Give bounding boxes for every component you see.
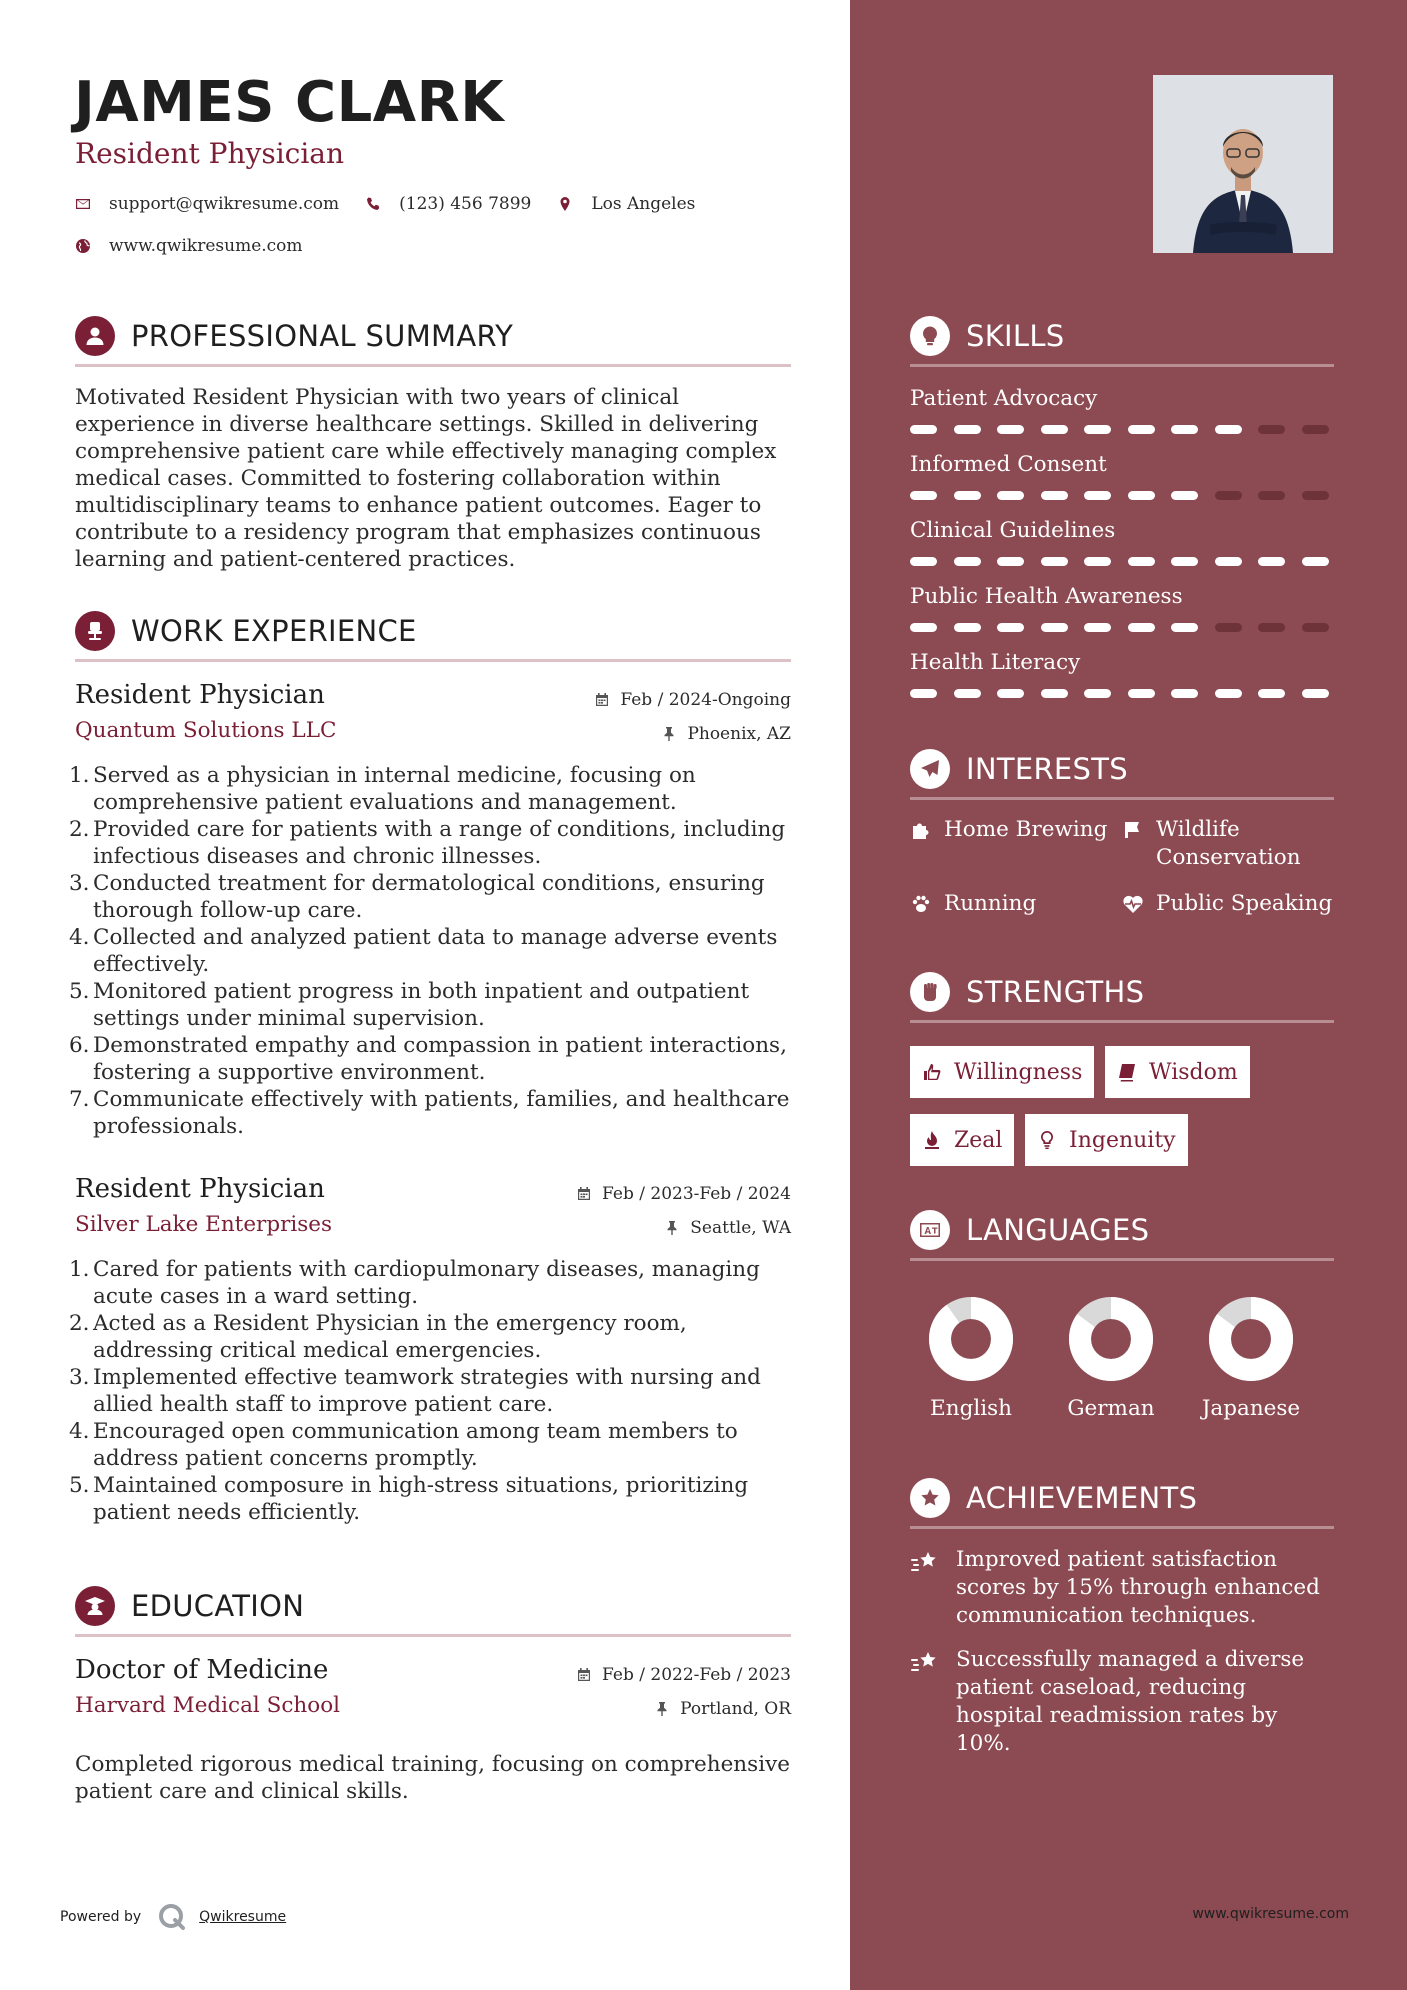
skill-level-bar [910,689,1345,698]
skills-title: SKILLS [966,319,1065,353]
list-item: 3. Conducted treatment for dermatological conditions, ensuring thorough follow-up care. [69,871,765,923]
shooting-star-icon [910,1649,940,1675]
language-level-donut [1208,1296,1294,1382]
job-company: Quantum Solutions LLC [75,718,337,743]
job-company: Silver Lake Enterprises [75,1212,333,1237]
skill-name: Public Health Awareness [910,584,1183,609]
skill-level-segment [910,491,937,500]
strength-label: Willingness [954,1059,1083,1085]
job-entry [69,680,791,1140]
skill-level-segment [1128,623,1155,632]
candidate-name: JAMES CLARK [74,70,505,135]
language-item [1056,1296,1166,1421]
strengths-heading [910,972,1144,1012]
flag-icon [1122,819,1144,841]
job-responsibilities [69,762,791,1140]
experience-title: WORK EXPERIENCE [131,614,417,648]
summary-text: Motivated Resident Physician with two years of clinical experience in diverse healthcare settings. Skilled in delivering comprehensive patient care while effectively managing complex medical cases. Committed to fostering collaboration within multidisciplinary teams to enhance patient outcomes. Eager to contribute to a residency program that emphasizes continuous learning and patient-centered practices. [75,385,777,572]
skill-level-segment [1302,689,1329,698]
interest-item [1122,816,1342,872]
skill-name: Health Literacy [910,650,1081,675]
job-dates-text: Feb / 2023-Feb / 2024 [602,1184,791,1204]
language-level-donut [1068,1296,1154,1382]
skill-level-segment [1215,623,1242,632]
skill-name: Clinical Guidelines [910,518,1116,543]
school: Harvard Medical School [75,1693,341,1718]
interest-item [1122,890,1332,918]
interest-item [910,816,1107,844]
list-item: 3. Implemented effective teamwork strategies with nursing and allied health staff to improve patient care. [69,1365,761,1417]
language-name: English [930,1396,1012,1421]
shooting-star-icon [910,1549,940,1575]
skill-level-segment [1084,689,1111,698]
list-item: 1. Cared for patients with cardiopulmonary diseases, managing acute cases in a ward setting. [69,1257,760,1309]
calendar-icon [594,692,610,708]
summary-title: PROFESSIONAL SUMMARY [131,319,514,353]
skill-level-segment [1041,689,1068,698]
skill-level-segment [997,491,1024,500]
section-divider [75,1634,791,1637]
strengths-title: STRENGTHS [966,975,1145,1009]
language-name: German [1067,1396,1155,1421]
job-responsibilities [69,1256,791,1526]
skill-level-segment [1084,623,1111,632]
graduate-icon [75,1586,115,1626]
strength-tag [1105,1046,1250,1098]
skill-level-segment [1171,623,1198,632]
skill-name: Informed Consent [910,452,1107,477]
interests-title: INTERESTS [966,752,1128,786]
strength-label: Ingenuity [1069,1127,1176,1153]
skill-level-segment [1302,623,1329,632]
list-item: 7. Communicate effectively with patients, families, and healthcare professionals. [69,1087,790,1139]
education-dates [576,1665,791,1685]
contact-row-web [75,236,329,256]
degree: Doctor of Medicine [75,1655,329,1685]
education-location-text: Portland, OR [680,1699,791,1719]
skill-level-bar [910,557,1345,566]
envelope-icon [75,196,91,212]
achievement-item [910,1546,1334,1630]
skill-level-segment [1258,557,1285,566]
education-description: Completed rigorous medical training, focusing on comprehensive patient care and clinical skills. [75,1752,790,1804]
section-divider [910,1526,1334,1529]
qwikresume-logo-icon [157,1902,187,1932]
list-item: 5. Monitored patient progress in both inpatient and outpatient settings under minimal supervision. [69,979,750,1031]
strength-tag [1025,1114,1188,1166]
education-location [654,1699,791,1719]
skill-level-segment [1041,491,1068,500]
globe-icon [75,238,91,254]
job-location [664,1218,791,1238]
list-item: 2. Acted as a Resident Physician in the emergency room, addressing critical medical emergencies. [69,1311,687,1363]
powered-by-text: Powered by [60,1909,142,1925]
skill-level-segment [1084,425,1111,434]
skill-level-segment [1258,425,1285,434]
job-location-text: Seattle, WA [690,1218,791,1238]
contact-phone[interactable] [365,194,531,214]
star-badge-icon [910,1478,950,1518]
lightbulb-icon [1037,1130,1057,1150]
map-pin-icon [557,196,573,212]
skill-level-segment [1128,689,1155,698]
education-title: EDUCATION [131,1589,305,1623]
skills-heading [910,316,1065,356]
skill-level-segment [1171,491,1198,500]
skill-level-segment [1215,491,1242,500]
lightbulb-head-icon [910,316,950,356]
candidate-title: Resident Physician [75,137,345,170]
skill-level-segment [954,623,981,632]
education-heading [75,1586,304,1626]
pushpin-icon [664,1220,680,1236]
strength-tag [910,1114,1014,1166]
strength-label: Wisdom [1149,1059,1238,1085]
skill-level-segment [954,491,981,500]
qwikresume-link[interactable]: Qwikresume [199,1909,287,1925]
phone-icon [365,196,381,212]
skill-level-bar [910,491,1345,500]
section-divider [75,659,791,662]
skill-level-segment [997,623,1024,632]
calendar-icon [576,1186,592,1202]
website-text: www.qwikresume.com [109,236,303,256]
skill-level-segment [1171,557,1198,566]
powered-by [60,1902,286,1932]
interests-heading [910,749,1128,789]
skill-level-segment [1215,425,1242,434]
phone-text: (123) 456 7899 [399,194,532,214]
heartbeat-icon [1122,893,1144,915]
skill-level-segment [910,425,937,434]
pushpin-icon [654,1701,670,1717]
section-divider [75,364,791,367]
interest-label: Home Brewing [944,817,1108,842]
contact-email[interactable] [75,194,339,214]
skill-level-segment [1302,491,1329,500]
job-dates-text: Feb / 2024-Ongoing [620,690,791,710]
skill-name: Patient Advocacy [910,386,1098,411]
skill-level-bar [910,623,1345,632]
achievement-text: Improved patient satisfaction scores by 15% through enhanced communication techniques. [956,1547,1320,1628]
skill-level-segment [1171,689,1198,698]
section-divider [910,1258,1334,1261]
pushpin-icon [661,726,677,742]
skill-level-segment [997,425,1024,434]
language-name: Japanese [1201,1396,1301,1421]
skill-level-segment [997,557,1024,566]
skill-level-segment [1084,557,1111,566]
skill-level-segment [910,623,937,632]
job-location-text: Phoenix, AZ [687,724,791,744]
achievement-text: Successfully managed a diverse patient caseload, reducing hospital readmission rates by 10%. [956,1647,1305,1756]
user-icon [75,316,115,356]
languages-heading [910,1210,1149,1250]
list-item: 2. Provided care for patients with a range of conditions, including infectious diseases and chronic illnesses. [69,817,786,869]
education-entry [75,1655,791,1804]
language-level-donut [928,1296,1014,1382]
contact-website[interactable] [75,236,303,256]
list-item: 5. Maintained composure in high-stress situations, prioritizing patient needs efficiently. [69,1473,749,1525]
job-role: Resident Physician [75,1174,325,1204]
skill-level-segment [954,425,981,434]
list-item: 6. Demonstrated empathy and compassion in patient interactions, fostering a supportive environment. [69,1033,787,1085]
strength-label: Zeal [954,1127,1003,1153]
job-role: Resident Physician [75,680,325,710]
skill-level-segment [1215,557,1242,566]
interest-label: Public Speaking [1156,891,1333,916]
skill-level-bar [910,425,1345,434]
skill-level-segment [1215,689,1242,698]
location-text: Los Angeles [591,194,696,214]
interest-label: Running [944,891,1037,916]
donut-fill [940,1308,1002,1370]
section-divider [910,1020,1334,1023]
puzzle-icon [910,819,932,841]
section-divider [910,364,1334,367]
summary-heading [75,316,513,356]
education-dates-text: Feb / 2022-Feb / 2023 [602,1665,791,1685]
profile-photo [1153,75,1333,253]
skill-level-segment [1128,491,1155,500]
skill-level-segment [1128,557,1155,566]
office-chair-icon [75,611,115,651]
skill-level-segment [1258,689,1285,698]
strength-tag [910,1046,1094,1098]
contact-row [75,194,721,214]
skill-level-segment [1041,623,1068,632]
skill-level-segment [910,689,937,698]
interest-label: Wildlife Conservation [1156,817,1301,870]
job-dates [576,1184,791,1204]
interest-item [910,890,1036,918]
skill-level-segment [1302,425,1329,434]
skill-level-segment [1258,491,1285,500]
language-icon [910,1210,950,1250]
achievement-item [910,1646,1334,1758]
fist-icon [910,972,950,1012]
contact-location [557,194,695,214]
skill-level-segment [1128,425,1155,434]
skill-level-segment [954,557,981,566]
experience-heading [75,611,417,651]
paper-plane-icon [910,749,950,789]
language-item [1196,1296,1306,1421]
skill-level-segment [1041,557,1068,566]
section-divider [910,797,1334,800]
skill-level-segment [997,689,1024,698]
skill-level-segment [910,557,937,566]
paw-icon [910,893,932,915]
list-item: 4. Collected and analyzed patient data to manage adverse events effectively. [69,925,778,977]
fire-icon [922,1130,942,1150]
thumbs-up-icon [922,1062,942,1082]
person-portrait-icon [1153,75,1333,253]
languages-title: LANGUAGES [966,1213,1150,1247]
skill-level-segment [954,689,981,698]
skill-level-segment [1302,557,1329,566]
calendar-icon [576,1667,592,1683]
job-location [661,724,791,744]
email-text: support@qwikresume.com [109,194,340,214]
language-item [916,1296,1026,1421]
list-item: 4. Encouraged open communication among team members to address patient concerns promptly. [69,1419,738,1471]
book-icon [1117,1062,1137,1082]
job-entry [69,1174,791,1534]
job-dates [594,690,791,710]
achievements-heading [910,1478,1197,1518]
skill-level-segment [1041,425,1068,434]
list-item: 1. Served as a physician in internal medicine, focusing on comprehensive patient evaluations and management. [69,763,696,815]
skill-level-segment [1084,491,1111,500]
footer-url[interactable]: www.qwikresume.com [1192,1906,1349,1922]
skill-level-segment [1258,623,1285,632]
skill-level-segment [1171,425,1198,434]
achievements-title: ACHIEVEMENTS [966,1481,1198,1515]
